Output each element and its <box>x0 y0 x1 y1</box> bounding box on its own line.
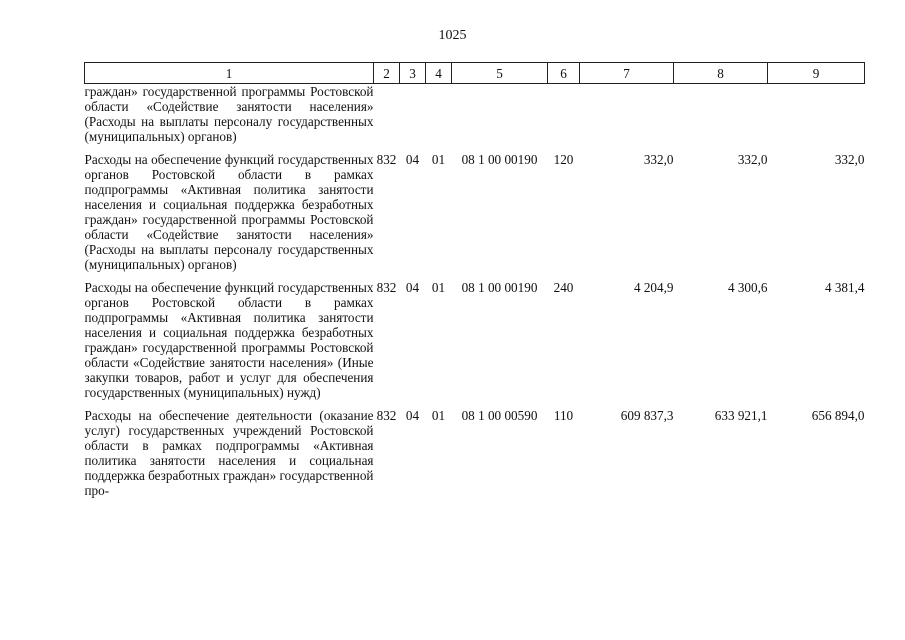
header-col-7: 7 <box>580 63 674 84</box>
row-expense-type: 110 <box>553 408 574 423</box>
row-subsection-code: 01 <box>431 152 446 167</box>
row-ministry-code <box>374 84 400 145</box>
row-section-code: 04 <box>405 280 420 295</box>
header-col-2: 2 <box>374 63 400 84</box>
header-col-4: 4 <box>426 63 452 84</box>
header-col-1: 1 <box>85 63 374 84</box>
row-expense-type: 240 <box>553 280 574 295</box>
header-col-8: 8 <box>674 63 768 84</box>
table-row <box>85 84 865 145</box>
row-section-code: 04 <box>405 152 420 167</box>
row-amount-9: 332,0 <box>834 152 865 167</box>
row-description: Расходы на обеспечение функций государственных органов Ростовской области в рамках подпрограммы «Активная политика занятости населения и социальная поддержка безработных граждан» государственной программы Ростовской области «Содействие занятости населения» (Иные закупки товаров, работ и услуг для обеспечения государственных (муниципальных) нужд) <box>84 280 374 400</box>
table-row <box>85 272 865 400</box>
row-ministry-code: 832 <box>376 280 397 295</box>
page-number: 1025 <box>438 28 467 43</box>
row-section-code: 04 <box>405 408 420 423</box>
row-amount-7: 609 837,3 <box>620 408 674 423</box>
header-col-9: 9 <box>768 63 865 84</box>
row-ministry-code: 832 <box>376 408 397 423</box>
table-row <box>85 400 865 498</box>
row-amount-8: 4 300,6 <box>727 280 768 295</box>
header-col-3: 3 <box>400 63 426 84</box>
row-description: Расходы на обеспечение деятельности (оказание услуг) государственных учреждений Ростовской области в рамках подпрограммы «Активная политика занятости населения и социальная поддержка безработных граждан» государственной про- <box>84 408 374 498</box>
row-subsection-code: 01 <box>431 408 446 423</box>
row-ministry-code: 832 <box>376 152 397 167</box>
row-expense-type: 120 <box>553 152 574 167</box>
row-amount-7: 4 204,9 <box>633 280 674 295</box>
row-target-article: 08 1 00 00190 <box>461 280 538 295</box>
row-target-article <box>452 84 548 145</box>
row-subsection-code <box>426 84 452 145</box>
row-target-article: 08 1 00 00590 <box>461 408 538 423</box>
row-amount-8 <box>674 84 768 145</box>
row-amount-8: 633 921,1 <box>714 408 768 423</box>
row-amount-7: 332,0 <box>643 152 674 167</box>
row-subsection-code: 01 <box>431 280 446 295</box>
table-row <box>85 144 865 272</box>
row-amount-9 <box>768 84 865 145</box>
row-expense-type <box>548 84 580 145</box>
row-description: граждан» государственной программы Ростовской области «Содействие занятости населения» (Расходы на выплаты персоналу государственных (муниципальных) органов) <box>84 84 374 144</box>
row-amount-9: 656 894,0 <box>811 408 865 423</box>
header-col-6: 6 <box>548 63 580 84</box>
header-col-5: 5 <box>452 63 548 84</box>
row-amount-9: 4 381,4 <box>824 280 865 295</box>
row-section-code <box>400 84 426 145</box>
budget-table <box>84 62 865 498</box>
row-description: Расходы на обеспечение функций государственных органов Ростовской области в рамках подпрограммы «Активная политика занятости населения и социальная поддержка безработных граждан» государственной программы Ростовской области «Содействие занятости населения» (Расходы на выплаты персоналу государственных (муниципальных) органов) <box>84 152 374 272</box>
table-header-row <box>85 63 865 84</box>
row-amount-7 <box>580 84 674 145</box>
row-amount-8: 332,0 <box>737 152 768 167</box>
row-target-article: 08 1 00 00190 <box>461 152 538 167</box>
